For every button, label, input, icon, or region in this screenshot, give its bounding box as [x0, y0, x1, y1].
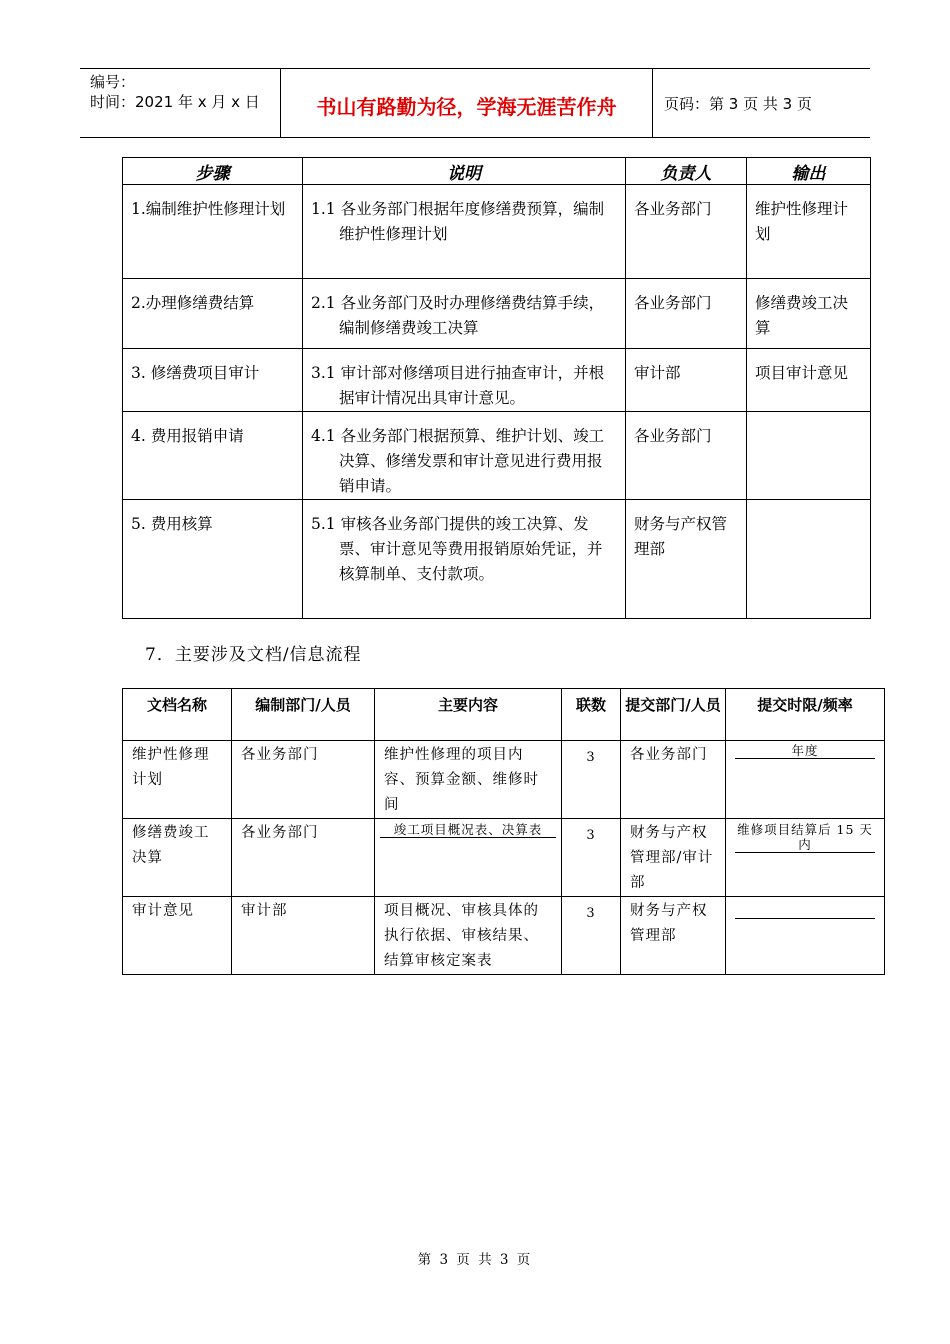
- doc-name-cell: 审计意见: [123, 897, 232, 975]
- output-cell: [747, 412, 871, 500]
- header-page-number: 页码：第 3 页 共 3 页: [664, 94, 812, 113]
- process-steps-table: [122, 157, 871, 619]
- column-header-step: 步骤: [123, 158, 303, 185]
- deadline-cell: [726, 741, 885, 819]
- column-header-output: 输出: [747, 158, 871, 185]
- prepared-by-cell: 审计部: [232, 897, 375, 975]
- owner-cell: 各业务部门: [626, 279, 747, 349]
- copies-cell: 3: [562, 819, 621, 897]
- output-cell: [747, 500, 871, 619]
- description-text: 1.1 各业务部门根据年度修缮费预算，编制维护性修理计划: [311, 200, 605, 243]
- table-row: [123, 279, 871, 349]
- column-header-main-content: 主要内容: [375, 689, 562, 741]
- step-cell: 4. 费用报销申请: [123, 412, 303, 500]
- table-header-row: [123, 689, 885, 741]
- description-cell: [303, 279, 626, 349]
- section-title: 7．主要涉及文档/信息流程: [145, 645, 362, 665]
- deadline-underline: [735, 903, 875, 919]
- column-header-prepared-by: 编制部门/人员: [232, 689, 375, 741]
- column-header-description: 说明: [303, 158, 626, 185]
- owner-cell: 各业务部门: [626, 412, 747, 500]
- prepared-by-cell: 各业务部门: [232, 741, 375, 819]
- output-cell: 项目审计意见: [747, 349, 871, 412]
- table-row: [123, 349, 871, 412]
- doc-name-cell: 修缮费竣工决算: [123, 819, 232, 897]
- copies-cell: 3: [562, 897, 621, 975]
- description-cell: [303, 349, 626, 412]
- page-header: [80, 68, 870, 138]
- deadline-underline: [735, 822, 875, 853]
- description-text: 3.1 审计部对修缮项目进行抽查审计，并根据审计情况出具审计意见。: [311, 364, 605, 407]
- description-text: 5.1 审核各业务部门提供的竣工决算、发票、审计意见等费用报销原始凭证，并核算制单、支付款项。: [311, 515, 603, 583]
- deadline-underline: [735, 743, 875, 759]
- step-cell: 1.编制维护性修理计划: [123, 185, 303, 279]
- owner-cell: 审计部: [626, 349, 747, 412]
- header-motto: 书山有路勤为径，学海无涯苦作舟: [281, 69, 653, 137]
- page-footer: 第 3 页 共 3 页: [417, 1252, 533, 1268]
- deadline-cell: [726, 897, 885, 975]
- doc-name-cell: 维护性修理计划: [123, 741, 232, 819]
- document-date: 时间：2021 年 x 月 x 日: [90, 93, 260, 111]
- submitted-to-cell: 财务与产权管理部: [621, 897, 726, 975]
- column-header-owner: 负责人: [626, 158, 747, 185]
- submitted-to-cell: 各业务部门: [621, 741, 726, 819]
- content-text: 竣工项目概况表、决算表: [393, 822, 543, 837]
- description-text: 4.1 各业务部门根据预算、维护计划、竣工决算、修缮发票和审计意见进行费用报销申请。: [311, 427, 605, 495]
- description-cell: [303, 500, 626, 619]
- document-flow-table: [122, 688, 885, 975]
- content-cell: 维护性修理的项目内容、预算金额、维修时间: [375, 741, 562, 819]
- header-meta: [80, 69, 281, 137]
- deadline-cell: [726, 819, 885, 897]
- content-underline: [380, 822, 556, 838]
- deadline-text: 维修项目结算后 15 天内: [737, 822, 873, 852]
- content-cell: [375, 819, 562, 897]
- table-header-row: [123, 158, 871, 185]
- copies-cell: 3: [562, 741, 621, 819]
- step-cell: 5. 费用核算: [123, 500, 303, 619]
- table-row: [123, 741, 885, 819]
- output-cell: 维护性修理计划: [747, 185, 871, 279]
- column-header-copies: 联数: [562, 689, 621, 741]
- deadline-text: 年度: [791, 743, 819, 758]
- description-cell: [303, 185, 626, 279]
- content-cell: 项目概况、审核具体的执行依据、审核结果、结算审核定案表: [375, 897, 562, 975]
- table-row: [123, 412, 871, 500]
- column-header-deadline: 提交时限/频率: [726, 689, 885, 741]
- table-row: [123, 185, 871, 279]
- step-cell: 2.办理修缮费结算: [123, 279, 303, 349]
- table-row: [123, 819, 885, 897]
- description-text: 2.1 各业务部门及时办理修缮费结算手续，编制修缮费竣工决算: [311, 294, 605, 337]
- column-header-doc-name: 文档名称: [123, 689, 232, 741]
- column-header-submitted-to: 提交部门/人员: [621, 689, 726, 741]
- description-cell: [303, 412, 626, 500]
- table-row: [123, 897, 885, 975]
- table-row: [123, 500, 871, 619]
- owner-cell: 财务与产权管理部: [626, 500, 747, 619]
- submitted-to-cell: 财务与产权管理部/审计部: [621, 819, 726, 897]
- output-cell: 修缮费竣工决算: [747, 279, 871, 349]
- owner-cell: 各业务部门: [626, 185, 747, 279]
- step-cell: 3. 修缮费项目审计: [123, 349, 303, 412]
- document-number-label: 编号：: [90, 73, 136, 91]
- prepared-by-cell: 各业务部门: [232, 819, 375, 897]
